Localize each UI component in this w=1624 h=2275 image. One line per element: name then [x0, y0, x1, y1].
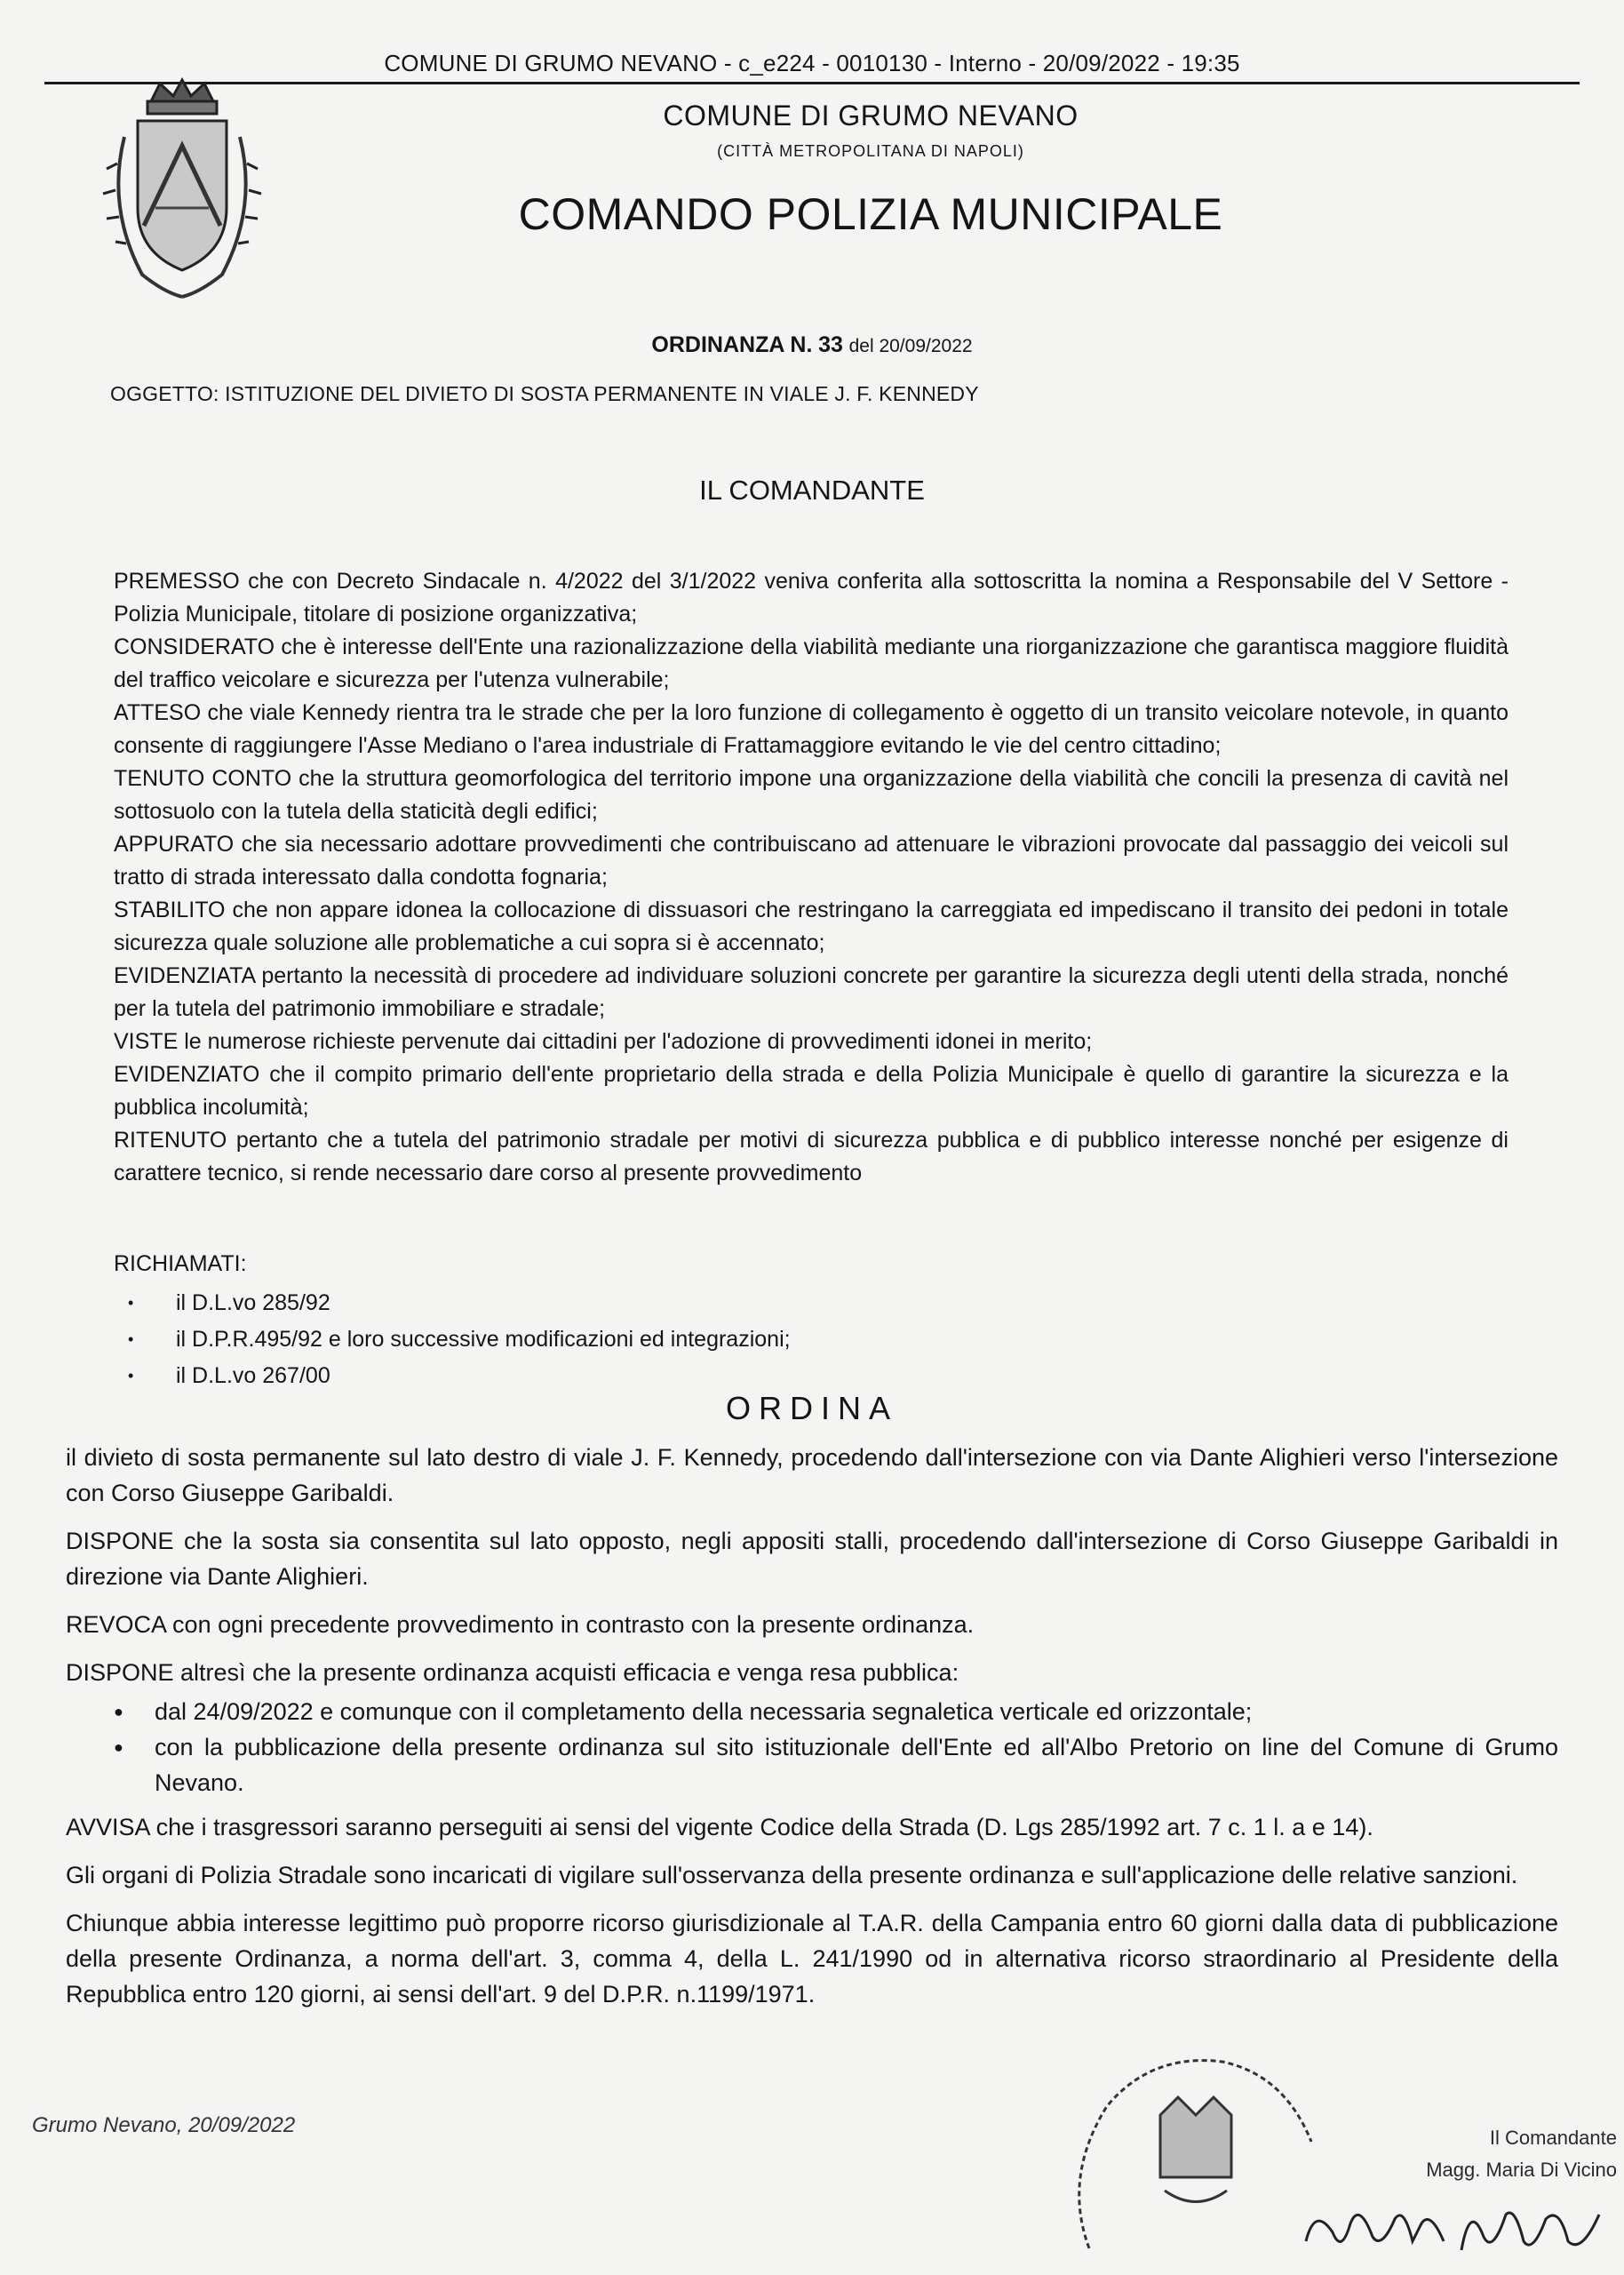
- handwritten-signature-icon: [1297, 2188, 1617, 2268]
- header-comune: COMUNE DI GRUMO NEVANO: [663, 100, 1079, 132]
- ordinanza-date: del 20/09/2022: [848, 336, 973, 356]
- dispone-paragraph: DISPONE che la sosta sia consentita sul lato opposto, negli appositi stalli, procedendo dall'intersezione di Corso Giuseppe Garibaldi in direzione via Dante Alighieri.: [66, 1528, 1558, 1590]
- pubblicazione-list: [66, 1694, 1558, 1800]
- list-item: ● con la pubblicazione della presente ordinanza sul sito istituzionale dell'Ente ed all'Albo Pretorio on line del Comune di Grumo Nevano.: [66, 1729, 1558, 1800]
- protocol-header: COMUNE DI GRUMO NEVANO - c_e224 - 0010130 - Interno - 20/09/2022 - 19:35: [384, 50, 1240, 76]
- richiamati-label: RICHIAMATI:: [114, 1251, 247, 1276]
- ricorso-paragraph: Chiunque abbia interesse legittimo può proporre ricorso giurisdizionale al T.A.R. della Campania entro 60 giorni dalla data di pubblicazione della presente Ordinanza, a norma dell'art. 3, comma 4, della L. 241/1990 od in alternativa ricorso straordinario al Presidente della Repubblica entro 120 giorni, ai sensi dell'art. 9 del D.P.R. n.1199/1971.: [66, 1910, 1558, 2008]
- place-date: Grumo Nevano, 20/09/2022: [32, 2113, 296, 2137]
- premessa-item: VISTE le numerose richieste pervenute dai cittadini per l'adozione di provvedimenti idonei in merito;: [114, 1029, 1093, 1054]
- premessa-item: RITENUTO pertanto che a tutela del patrimonio stradale per motivi di sicurezza pubblica e di pubblico interesse nonché per esigenze di carattere tecnico, si rende necessario dare corso al presente provvedimento: [114, 1128, 1509, 1185]
- ordinanza-number: 33: [818, 332, 843, 357]
- organi-paragraph: Gli organi di Polizia Stradale sono incaricati di vigilare sull'osservanza della presente ordinanza e sull'applicazione delle relative sanzioni.: [66, 1862, 1518, 1888]
- ordinanza-number-line: [0, 332, 1624, 358]
- premessa-item: ATTESO che viale Kennedy rientra tra le strade che per la loro funzione di collegamento è oggetto di un transito veicolare notevole, in quanto consente di raggiungere l'Asse Mediano o l'area industriale di Frattamaggiore evitando le vie del centro cittadino;: [114, 700, 1509, 758]
- municipal-crest-icon: [89, 75, 275, 315]
- richiamati-list: [124, 1285, 791, 1394]
- list-item: • il D.P.R.495/92 e loro successive modificazioni ed integrazioni;: [124, 1321, 791, 1358]
- header-citta: (CITTÀ METROPOLITANA DI NAPOLI): [717, 142, 1024, 160]
- premessa-item: CONSIDERATO che è interesse dell'Ente una razionalizzazione della viabilità mediante una riorganizzazione che garantisca maggiore fluidità del traffico veicolare e sicurezza per l'utenza vulnerabile;: [114, 635, 1509, 692]
- signer-name: Magg. Maria Di Vicino: [1426, 2159, 1617, 2181]
- premessa-item: TENUTO CONTO che la struttura geomorfologica del territorio impone una organizzazione della viabilità che concili la presenza di cavità nel sottosuolo con la tutela della staticità degli edifici;: [114, 766, 1509, 824]
- oggetto: OGGETTO: ISTITUZIONE DEL DIVIETO DI SOSTA PERMANENTE IN VIALE J. F. KENNEDY: [110, 382, 979, 405]
- ordina-heading: ORDINA: [725, 1390, 898, 1426]
- signer-block: [1386, 2122, 1617, 2186]
- list-item: • il D.L.vo 285/92: [124, 1285, 791, 1321]
- signer-title: Il Comandante: [1489, 2127, 1617, 2149]
- premessa-item: PREMESSO che con Decreto Sindacale n. 4/2022 del 3/1/2022 veniva conferita alla sottoscritta la nomina a Responsabile del V Settore - Polizia Municipale, titolare di posizione organizzativa;: [114, 569, 1509, 627]
- dispositivo-section: [66, 1440, 1558, 2024]
- list-item: • il D.L.vo 267/00: [124, 1358, 791, 1394]
- list-item: ● dal 24/09/2022 e comunque con il completamento della necessaria segnaletica verticale ed orizzontale;: [66, 1694, 1558, 1729]
- ordinanza-label: ORDINANZA N.: [651, 332, 813, 357]
- premessa-item: STABILITO che non appare idonea la collocazione di dissuasori che restringano la carreggiata ed impediscano il transito dei pedoni in totale sicurezza quale soluzione alle problematiche a cui sopra si è accennato;: [114, 898, 1509, 955]
- revoca-paragraph: REVOCA con ogni precedente provvedimento in contrasto con la presente ordinanza.: [66, 1611, 975, 1638]
- il-comandante-heading: IL COMANDANTE: [699, 475, 925, 506]
- premesse-section: [114, 565, 1509, 1190]
- premessa-item: EVIDENZIATA pertanto la necessità di procedere ad individuare soluzioni concrete per garantire la sicurezza degli utenti della strada, nonché per la tutela del patrimonio immobiliare e stradale;: [114, 963, 1509, 1021]
- divieto-paragraph: il divieto di sosta permanente sul lato destro di viale J. F. Kennedy, procedendo dall'intersezione con via Dante Alighieri verso l'intersezione con Corso Giuseppe Garibaldi.: [66, 1444, 1558, 1506]
- dispone-altresi-paragraph: DISPONE altresì che la presente ordinanza acquisti efficacia e venga resa pubblica:: [66, 1659, 959, 1686]
- official-stamp-icon: [1054, 2035, 1338, 2257]
- header-comando: COMANDO POLIZIA MUNICIPALE: [518, 189, 1223, 239]
- premessa-item: APPURATO che sia necessario adottare provvedimenti che contribuiscano ad attenuare le vibrazioni provocate dal passaggio dei veicoli sul tratto di strada interessato dalla condotta fognaria;: [114, 832, 1509, 890]
- avvisa-paragraph: AVVISA che i trasgressori saranno perseguiti ai sensi del vigente Codice della Strada (D. Lgs 285/1992 art. 7 c. 1 l. a e 14).: [66, 1814, 1373, 1840]
- premessa-item: EVIDENZIATO che il compito primario dell'ente proprietario della strada e della Polizia Municipale è quello di garantire la sicurezza e la pubblica incolumità;: [114, 1062, 1509, 1120]
